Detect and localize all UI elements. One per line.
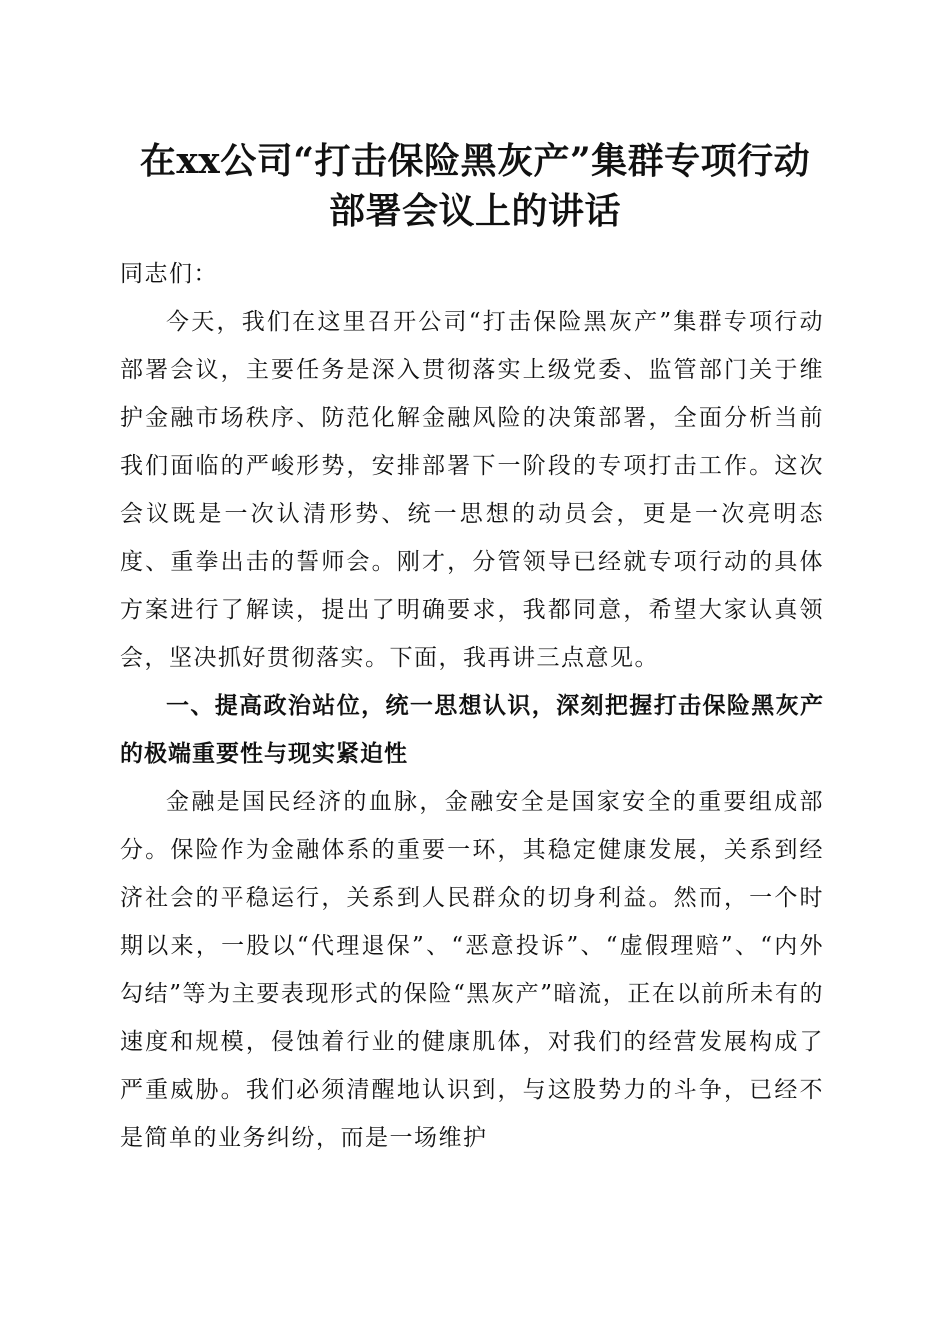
document-title <box>100 136 850 236</box>
paragraph-opening: 今天，我们在这里召开公司“打击保险黑灰产”集群专项行动部署会议，主要任务是深入贯彻落实上级党委、监管部门关于维护金融市场秩序、防范化解金融风险的决策部署，全面分析当前我们面临的严峻形势，安排部署下一阶段的专项打击工作。这次会议既是一次认清形势、统一思想的动员会，更是一次亮明态度、重拳出击的誓师会。刚才，分管领导已经就专项行动的具体方案进行了解读，提出了明确要求，我都同意，希望大家认真领会，坚决抓好贯彻落实。下面，我再讲三点意见。 <box>120 309 824 671</box>
paragraph-section-1: 金融是国民经济的血脉，金融安全是国家安全的重要组成部分。保险作为金融体系的重要一环，其稳定健康发展，关系到经济社会的平稳运行，关系到人民群众的切身利益。然而，一个时期以来，一股以“代理退保”、“恶意投诉”、“虚假理赔”、“内外勾结”等为主要表现形式的保险“黑灰产”暗流，正在以前所未有的速度和规模，侵蚀着行业的健康肌体，对我们的经营发展构成了严重威胁。我们必须清醒地认识到，与这股势力的斗争，已经不是简单的业务纠纷，而是一场维护 <box>120 789 824 1151</box>
title-line-2: 部署会议上的讲话 <box>328 190 621 232</box>
title-line-1: 在xx公司“打击保险黑灰产”集群专项行动 <box>139 140 811 182</box>
section-heading-1: 一、提高政治站位，统一思想认识，深刻把握打击保险黑灰产的极端重要性与现实紧迫性 <box>120 693 824 767</box>
document-body <box>120 250 824 1162</box>
salutation: 同志们： <box>120 261 218 287</box>
